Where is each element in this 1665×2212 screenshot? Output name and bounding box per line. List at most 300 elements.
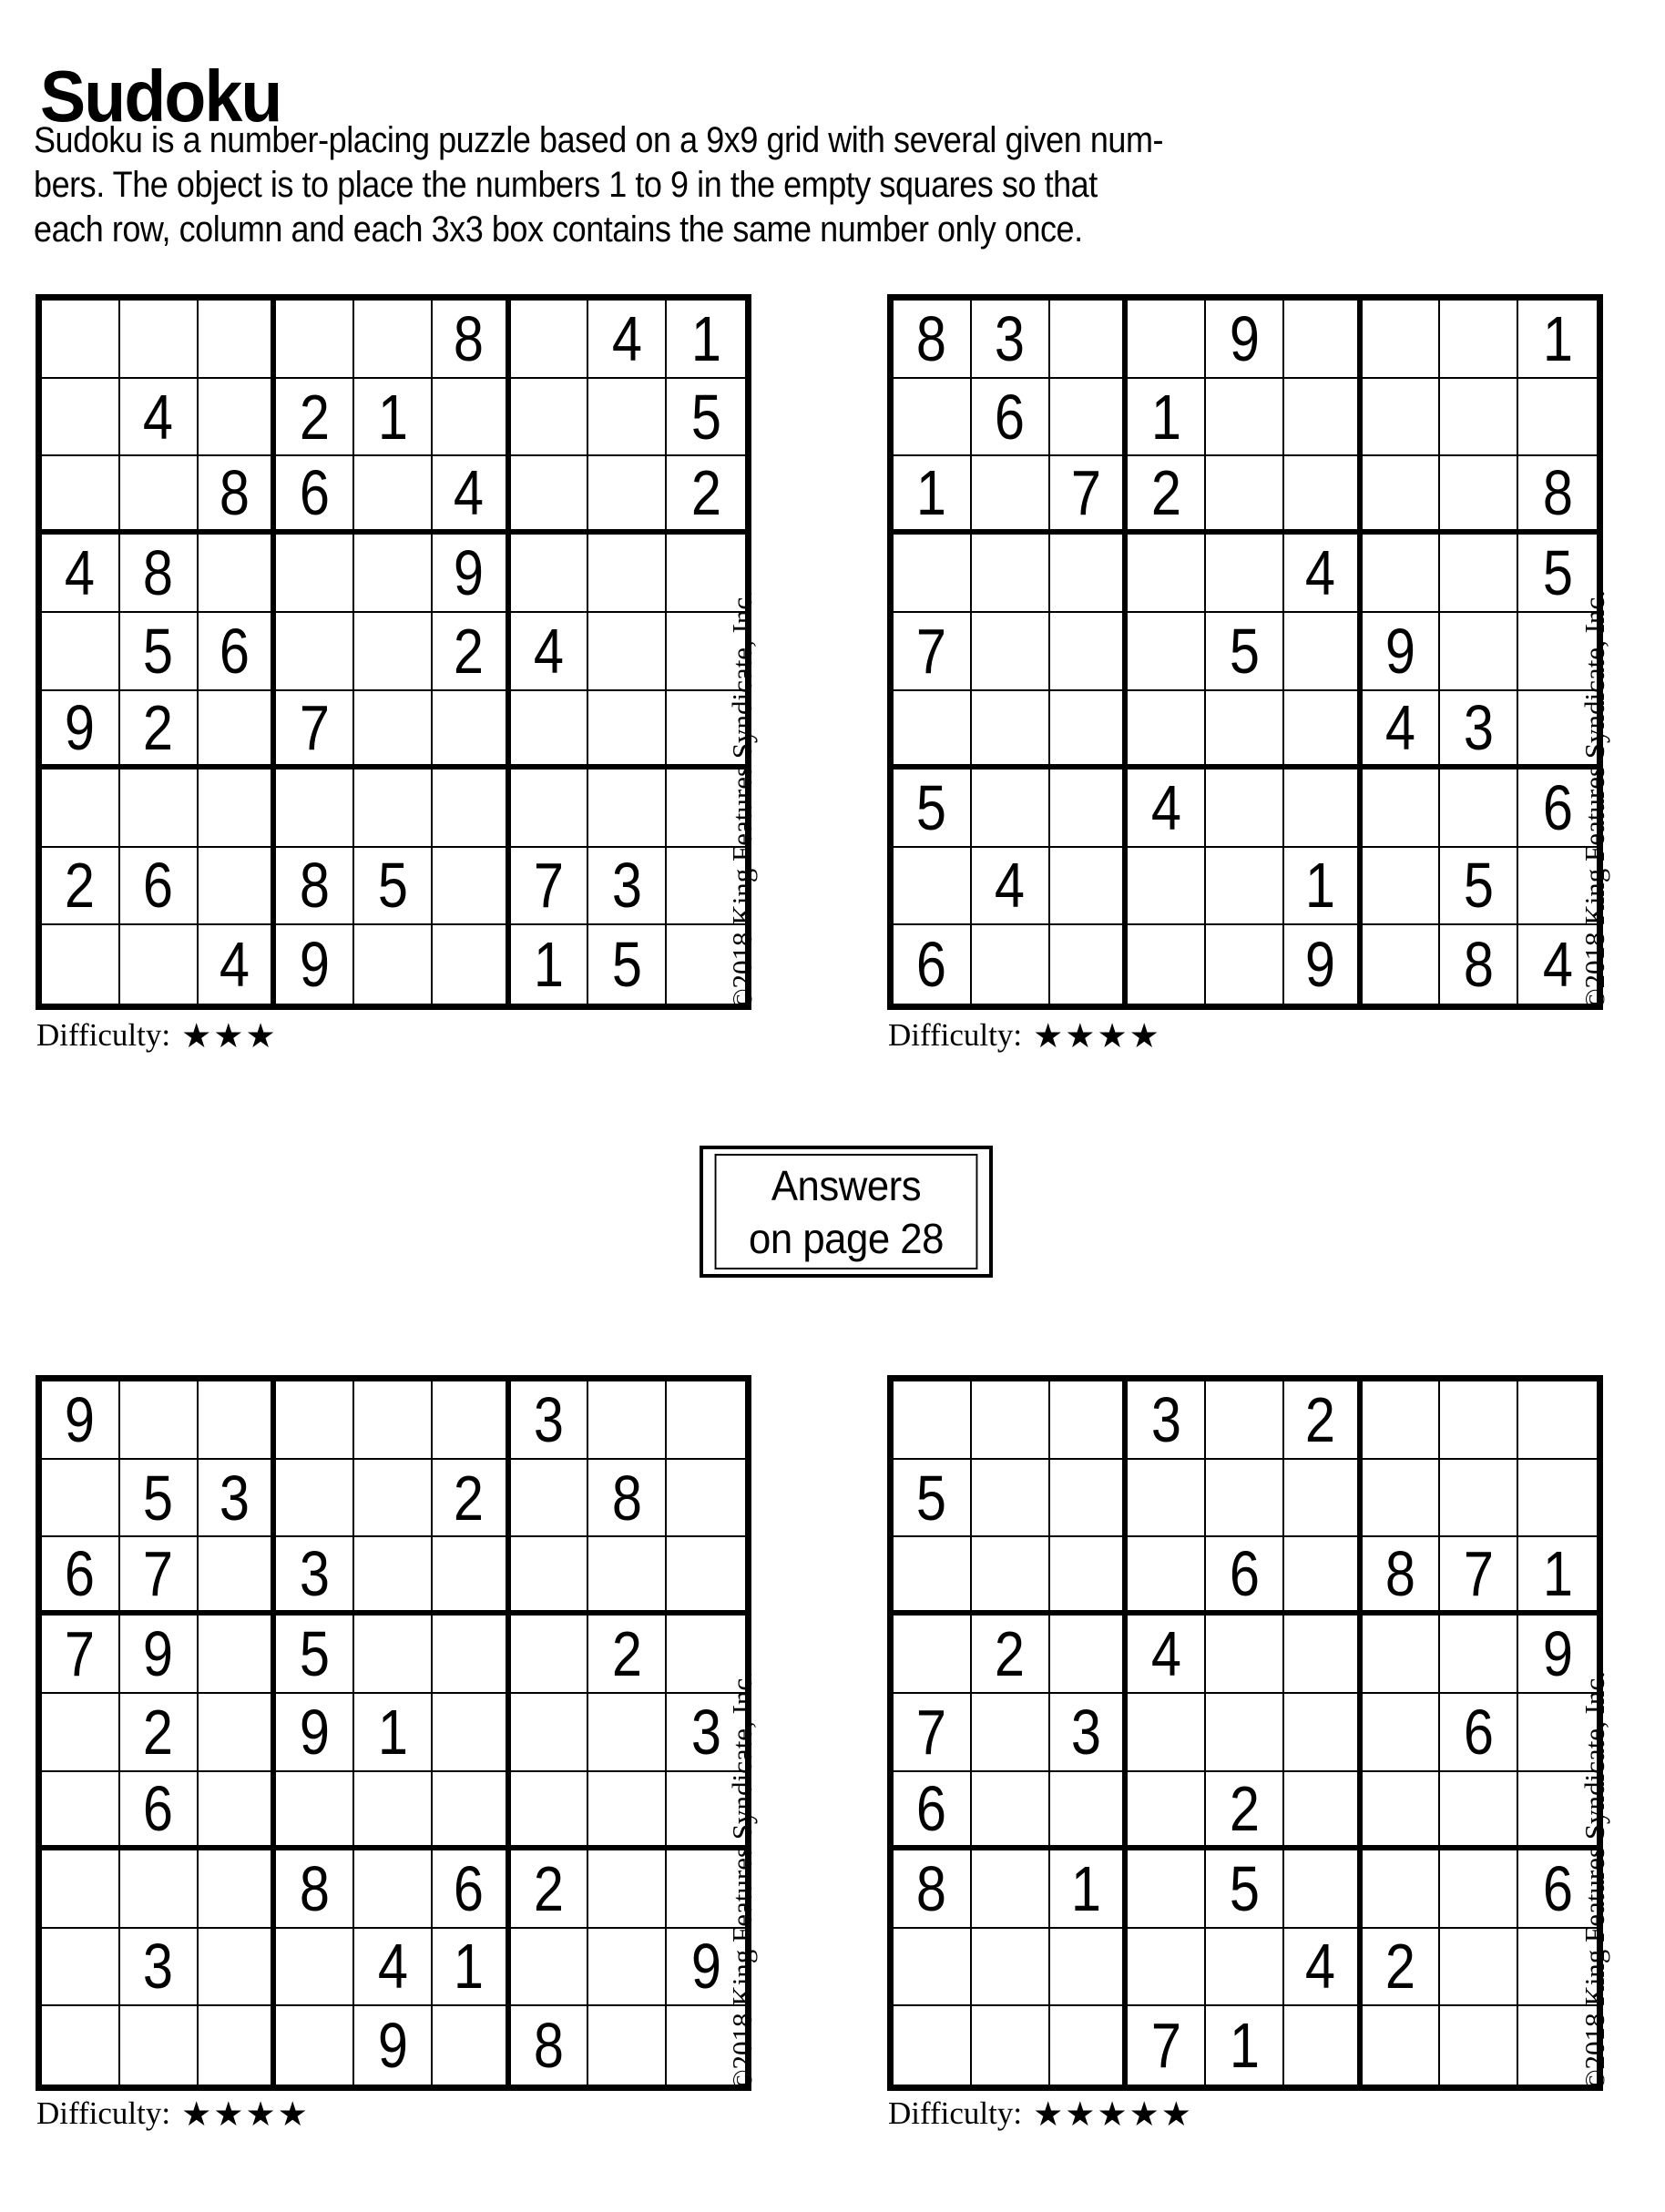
sudoku-cell-r7c5: [1206, 1850, 1284, 1929]
sudoku-cell-r2c4: [276, 379, 354, 457]
sudoku-cell-r7c7: [511, 770, 589, 848]
sudoku-cell-r2c8: [1440, 1460, 1518, 1538]
sudoku-cell-r1c9: [1518, 1381, 1597, 1460]
sudoku-cell-r9c5: [1206, 925, 1284, 1004]
sudoku-cell-r4c5: [1206, 535, 1284, 613]
sudoku-cell-r7c1: [42, 1850, 120, 1929]
given-number: 5: [143, 1462, 174, 1534]
sudoku-cell-r7c5: [1206, 770, 1284, 848]
sudoku-cell-r8c5: [354, 1929, 433, 2007]
sudoku-cell-r1c3: [1050, 1381, 1129, 1460]
sudoku-cell-r6c7: [511, 1772, 589, 1850]
sudoku-cell-r1c5: [1206, 301, 1284, 379]
sudoku-cell-r2c9: [1518, 1460, 1597, 1538]
sudoku-cell-r3c1: [894, 1537, 972, 1616]
given-number: 7: [143, 1538, 174, 1610]
sudoku-cell-r3c3: [1050, 1537, 1129, 1616]
sudoku-cell-r3c5: [354, 1537, 433, 1616]
sudoku-cell-r3c3: [199, 1537, 277, 1616]
given-number: 2: [65, 850, 96, 922]
given-number: 9: [454, 537, 485, 609]
sudoku-cell-r5c6: [433, 613, 511, 691]
sudoku-grid-bottom-left: [36, 1375, 751, 2091]
given-number: 3: [1463, 691, 1494, 763]
given-number: 2: [1305, 1383, 1336, 1455]
sudoku-cell-r5c8: [588, 1694, 667, 1772]
sudoku-cell-r4c5: [354, 1616, 433, 1694]
given-number: 1: [1150, 381, 1181, 453]
sudoku-cell-r5c8: [1440, 613, 1518, 691]
sudoku-cell-r5c6: [1284, 1694, 1363, 1772]
given-number: 4: [65, 537, 96, 609]
sudoku-cell-r3c9: [1518, 456, 1597, 535]
sudoku-cell-r5c3: [199, 613, 277, 691]
given-number: 1: [690, 302, 721, 374]
sudoku-cell-r4c8: [1440, 1616, 1518, 1694]
given-number: 6: [143, 1772, 174, 1844]
sudoku-cell-r3c1: [42, 456, 120, 535]
given-number: 1: [1542, 302, 1573, 374]
sudoku-cell-r3c1: [894, 456, 972, 535]
given-number: 3: [690, 1696, 721, 1768]
sudoku-cell-r7c6: [1284, 770, 1363, 848]
sudoku-cell-r9c7: [511, 2006, 589, 2085]
sudoku-cell-r3c9: [667, 456, 745, 535]
sudoku-cell-r9c6: [433, 2006, 511, 2085]
given-number: 7: [1463, 1538, 1494, 1610]
sudoku-cell-r5c6: [1284, 613, 1363, 691]
sudoku-cell-r9c2: [120, 925, 199, 1004]
sudoku-cell-r6c6: [433, 1772, 511, 1850]
sudoku-cell-r3c4: [1128, 1537, 1206, 1616]
sudoku-cell-r6c1: [42, 1772, 120, 1850]
sudoku-cell-r8c6: [433, 848, 511, 926]
sudoku-cell-r5c3: [1050, 1694, 1129, 1772]
sudoku-cell-r9c8: [1440, 925, 1518, 1004]
sudoku-cell-r1c1: [42, 1381, 120, 1460]
sudoku-cell-r5c2: [120, 1694, 199, 1772]
sudoku-cell-r1c1: [894, 301, 972, 379]
given-number: 1: [1229, 2010, 1260, 2082]
sudoku-cell-r4c8: [1440, 535, 1518, 613]
given-number: 8: [299, 850, 330, 922]
given-number: 9: [1384, 615, 1416, 687]
sudoku-cell-r3c4: [276, 1537, 354, 1616]
given-number: 8: [1542, 457, 1573, 529]
sudoku-cell-r2c3: [199, 1460, 277, 1538]
sudoku-cell-r6c7: [1363, 691, 1441, 770]
given-number: 6: [454, 1852, 485, 1924]
given-number: 8: [533, 2010, 565, 2082]
sudoku-cell-r8c4: [276, 848, 354, 926]
given-number: 9: [65, 1383, 96, 1455]
given-number: 8: [611, 1462, 642, 1534]
given-number: 6: [916, 1772, 947, 1844]
sudoku-cell-r7c2: [972, 770, 1050, 848]
sudoku-cell-r3c9: [1518, 1537, 1597, 1616]
given-number: 8: [916, 1852, 947, 1924]
given-number: 5: [916, 771, 947, 843]
sudoku-cell-r5c1: [42, 613, 120, 691]
sudoku-cell-r1c2: [972, 1381, 1050, 1460]
sudoku-cell-r6c2: [120, 691, 199, 770]
given-number: 8: [1384, 1538, 1416, 1610]
sudoku-cell-r4c6: [1284, 1616, 1363, 1694]
given-number: 4: [1542, 929, 1573, 1001]
sudoku-cell-r8c5: [1206, 848, 1284, 926]
sudoku-cell-r4c4: [1128, 1616, 1206, 1694]
sudoku-cell-r9c8: [1440, 2006, 1518, 2085]
sudoku-cell-r9c6: [1284, 925, 1363, 1004]
sudoku-cell-r4c2: [972, 535, 1050, 613]
given-number: 3: [995, 302, 1026, 374]
given-number: 6: [1229, 1538, 1260, 1610]
sudoku-cell-r4c5: [354, 535, 433, 613]
sudoku-cell-r7c7: [511, 1850, 589, 1929]
sudoku-cell-r8c3: [1050, 848, 1129, 926]
given-number: 3: [1070, 1696, 1101, 1768]
given-number: 1: [377, 381, 408, 453]
sudoku-cell-r9c2: [120, 2006, 199, 2085]
sudoku-cell-r8c8: [1440, 1929, 1518, 2007]
sudoku-cell-r3c2: [972, 1537, 1050, 1616]
sudoku-cell-r3c7: [1363, 1537, 1441, 1616]
sudoku-cell-r4c6: [433, 535, 511, 613]
sudoku-cell-r2c7: [511, 379, 589, 457]
sudoku-cell-r4c8: [588, 1616, 667, 1694]
sudoku-cell-r4c7: [511, 1616, 589, 1694]
sudoku-cell-r1c6: [1284, 1381, 1363, 1460]
given-number: 8: [143, 537, 174, 609]
sudoku-cell-r1c2: [120, 301, 199, 379]
sudoku-cell-r5c4: [1128, 613, 1206, 691]
sudoku-cell-r4c1: [42, 535, 120, 613]
sudoku-cell-r3c7: [511, 1537, 589, 1616]
sudoku-cell-r4c6: [433, 1616, 511, 1694]
answers-line-2: on page 28: [749, 1214, 944, 1262]
sudoku-cell-r9c3: [1050, 925, 1129, 1004]
sudoku-cell-r7c3: [199, 770, 277, 848]
sudoku-cell-r6c8: [1440, 691, 1518, 770]
sudoku-cell-r8c2: [972, 1929, 1050, 2007]
given-number: 2: [1229, 1772, 1260, 1844]
given-number: 4: [1150, 1618, 1181, 1690]
instructions: [34, 118, 1163, 252]
sudoku-cell-r9c2: [972, 925, 1050, 1004]
sudoku-cell-r6c1: [894, 691, 972, 770]
given-number: 4: [219, 929, 250, 1001]
sudoku-cell-r1c8: [588, 1381, 667, 1460]
sudoku-cell-r7c7: [1363, 770, 1441, 848]
given-number: 4: [143, 381, 174, 453]
sudoku-cell-r1c9: [1518, 301, 1597, 379]
given-number: 3: [219, 1462, 250, 1534]
copyright-top-right: ©2018 King Features Syndicate, Inc.: [1578, 590, 1610, 1010]
given-number: 8: [1463, 929, 1494, 1001]
sudoku-cell-r3c6: [1284, 456, 1363, 535]
given-number: 6: [1463, 1696, 1494, 1768]
sudoku-cell-r2c2: [120, 379, 199, 457]
sudoku-cell-r2c9: [1518, 379, 1597, 457]
sudoku-cell-r5c8: [588, 613, 667, 691]
given-number: 2: [454, 615, 485, 687]
sudoku-cell-r3c6: [433, 456, 511, 535]
sudoku-cell-r8c1: [42, 848, 120, 926]
sudoku-cell-r3c3: [199, 456, 277, 535]
given-number: 2: [611, 1618, 642, 1690]
sudoku-cell-r4c1: [894, 535, 972, 613]
sudoku-cell-r7c4: [276, 770, 354, 848]
sudoku-cell-r3c7: [1363, 456, 1441, 535]
given-number: 2: [299, 381, 330, 453]
sudoku-cell-r8c1: [894, 1929, 972, 2007]
given-number: 4: [1150, 771, 1181, 843]
sudoku-cell-r8c4: [276, 1929, 354, 2007]
sudoku-cell-r1c8: [1440, 1381, 1518, 1460]
sudoku-cell-r4c1: [42, 1616, 120, 1694]
sudoku-cell-r3c8: [1440, 456, 1518, 535]
given-number: 2: [143, 1696, 174, 1768]
sudoku-cell-r2c6: [433, 379, 511, 457]
sudoku-cell-r8c3: [1050, 1929, 1129, 2007]
sudoku-cell-r5c2: [972, 613, 1050, 691]
sudoku-cell-r5c1: [894, 1694, 972, 1772]
sudoku-cell-r6c7: [511, 691, 589, 770]
sudoku-cell-r9c5: [1206, 2006, 1284, 2085]
given-number: 1: [377, 1696, 408, 1768]
given-number: 3: [143, 1931, 174, 2003]
sudoku-cell-r6c8: [588, 691, 667, 770]
given-number: 5: [299, 1618, 330, 1690]
sudoku-grid-top-left: [36, 294, 751, 1010]
sudoku-cell-r5c5: [354, 1694, 433, 1772]
given-number: 9: [1542, 1618, 1573, 1690]
sudoku-cell-r3c1: [42, 1537, 120, 1616]
sudoku-cell-r5c4: [276, 1694, 354, 1772]
given-number: 9: [143, 1618, 174, 1690]
given-number: 3: [533, 1383, 565, 1455]
sudoku-cell-r6c6: [1284, 691, 1363, 770]
instructions-line-2: bers. The object is to place the numbers 1 to 9 in the empty squares so that: [34, 165, 1098, 205]
sudoku-cell-r8c2: [120, 1929, 199, 2007]
sudoku-cell-r5c8: [1440, 1694, 1518, 1772]
given-number: 6: [1542, 771, 1573, 843]
sudoku-cell-r2c8: [588, 379, 667, 457]
sudoku-cell-r9c3: [199, 2006, 277, 2085]
sudoku-cell-r5c1: [894, 613, 972, 691]
sudoku-cell-r5c4: [1128, 1694, 1206, 1772]
sudoku-cell-r3c6: [1284, 1537, 1363, 1616]
sudoku-cell-r6c4: [276, 1772, 354, 1850]
given-number: 2: [143, 691, 174, 763]
instructions-line-3: each row, column and each 3x3 box contains the same number only once.: [34, 209, 1083, 250]
sudoku-cell-r9c6: [433, 925, 511, 1004]
sudoku-cell-r3c2: [972, 456, 1050, 535]
sudoku-cell-r5c1: [42, 1694, 120, 1772]
sudoku-cell-r2c3: [199, 379, 277, 457]
sudoku-cell-r5c2: [120, 613, 199, 691]
sudoku-cell-r8c6: [1284, 848, 1363, 926]
sudoku-cell-r1c5: [1206, 1381, 1284, 1460]
sudoku-cell-r1c8: [1440, 301, 1518, 379]
given-number: 9: [1229, 302, 1260, 374]
given-number: 6: [219, 615, 250, 687]
sudoku-cell-r9c3: [1050, 2006, 1129, 2085]
given-number: 4: [611, 302, 642, 374]
sudoku-cell-r6c2: [972, 691, 1050, 770]
sudoku-cell-r4c3: [1050, 1616, 1129, 1694]
sudoku-cell-r3c8: [1440, 1537, 1518, 1616]
difficulty-stars: ★★★★: [1033, 1016, 1161, 1055]
sudoku-cell-r7c6: [433, 770, 511, 848]
sudoku-cell-r6c1: [42, 691, 120, 770]
sudoku-cell-r2c6: [1284, 1460, 1363, 1538]
sudoku-cell-r4c4: [276, 1616, 354, 1694]
given-number: 4: [454, 457, 485, 529]
sudoku-cell-r8c8: [1440, 848, 1518, 926]
sudoku-cell-r6c5: [1206, 691, 1284, 770]
sudoku-cell-r5c7: [1363, 613, 1441, 691]
sudoku-cell-r1c9: [667, 1381, 745, 1460]
difficulty-stars: ★★★★★: [1033, 2095, 1193, 2134]
sudoku-cell-r8c6: [1284, 1929, 1363, 2007]
sudoku-cell-r6c5: [354, 1772, 433, 1850]
difficulty-stars: ★★★★: [181, 2095, 310, 2134]
sudoku-cell-r2c1: [894, 1460, 972, 1538]
sudoku-cell-r9c5: [354, 925, 433, 1004]
sudoku-cell-r6c1: [894, 1772, 972, 1850]
given-number: 5: [916, 1462, 947, 1534]
sudoku-cell-r9c7: [511, 925, 589, 1004]
instructions-line-1: Sudoku is a number-placing puzzle based on a 9x9 grid with several given num-: [34, 120, 1164, 160]
given-number: 4: [1305, 537, 1336, 609]
sudoku-cell-r6c3: [199, 1772, 277, 1850]
given-number: 5: [1542, 537, 1573, 609]
sudoku-cell-r6c3: [1050, 691, 1129, 770]
sudoku-cell-r5c7: [511, 613, 589, 691]
given-number: 6: [299, 457, 330, 529]
sudoku-cell-r2c2: [972, 379, 1050, 457]
sudoku-cell-r7c2: [120, 1850, 199, 1929]
sudoku-cell-r1c6: [433, 301, 511, 379]
sudoku-cell-r9c3: [199, 925, 277, 1004]
sudoku-cell-r8c5: [1206, 1929, 1284, 2007]
sudoku-cell-r5c2: [972, 1694, 1050, 1772]
given-number: 6: [65, 1538, 96, 1610]
page-title: Sudoku: [40, 55, 281, 137]
difficulty-stars: ★★★: [181, 1016, 278, 1055]
given-number: 3: [1150, 1383, 1181, 1455]
given-number: 7: [1070, 457, 1101, 529]
given-number: 6: [1542, 1852, 1573, 1924]
given-number: 5: [1463, 850, 1494, 922]
sudoku-cell-r9c8: [588, 2006, 667, 2085]
sudoku-cell-r2c8: [1440, 379, 1518, 457]
sudoku-cell-r1c4: [1128, 301, 1206, 379]
given-number: 7: [65, 1618, 96, 1690]
sudoku-cell-r7c6: [433, 1850, 511, 1929]
given-number: 6: [916, 929, 947, 1001]
sudoku-cell-r1c7: [1363, 1381, 1441, 1460]
sudoku-cell-r4c7: [1363, 1616, 1441, 1694]
sudoku-cell-r5c7: [1363, 1694, 1441, 1772]
sudoku-cell-r3c6: [433, 1537, 511, 1616]
sudoku-cell-r1c4: [276, 1381, 354, 1460]
sudoku-cell-r2c2: [972, 1460, 1050, 1538]
sudoku-cell-r1c7: [511, 1381, 589, 1460]
given-number: 5: [611, 929, 642, 1001]
sudoku-cell-r3c9: [667, 1537, 745, 1616]
sudoku-cell-r4c2: [120, 1616, 199, 1694]
sudoku-cell-r9c6: [1284, 2006, 1363, 2085]
sudoku-cell-r4c8: [588, 535, 667, 613]
sudoku-cell-r8c2: [120, 848, 199, 926]
sudoku-cell-r4c3: [1050, 535, 1129, 613]
given-number: 1: [1070, 1852, 1101, 1924]
sudoku-cell-r9c1: [894, 2006, 972, 2085]
sudoku-cell-r6c3: [1050, 1772, 1129, 1850]
difficulty-label: Difficulty:: [888, 2095, 1023, 2131]
sudoku-cell-r9c7: [1363, 925, 1441, 1004]
sudoku-cell-r1c8: [588, 301, 667, 379]
sudoku-cell-r2c6: [433, 1460, 511, 1538]
sudoku-cell-r3c2: [120, 456, 199, 535]
sudoku-cell-r7c7: [1363, 1850, 1441, 1929]
sudoku-cell-r7c8: [1440, 770, 1518, 848]
difficulty-top-right: [888, 1017, 1161, 1055]
difficulty-label: Difficulty:: [36, 1017, 171, 1053]
sudoku-cell-r5c4: [276, 613, 354, 691]
difficulty-label: Difficulty:: [888, 1017, 1023, 1053]
sudoku-cell-r7c5: [354, 770, 433, 848]
sudoku-cell-r6c8: [1440, 1772, 1518, 1850]
sudoku-cell-r9c4: [276, 925, 354, 1004]
given-number: 1: [533, 929, 565, 1001]
given-number: 8: [454, 302, 485, 374]
sudoku-cell-r3c4: [276, 456, 354, 535]
given-number: 4: [995, 850, 1026, 922]
sudoku-cell-r6c7: [1363, 1772, 1441, 1850]
sudoku-cell-r8c7: [511, 1929, 589, 2007]
sudoku-cell-r2c1: [894, 379, 972, 457]
given-number: 7: [533, 850, 565, 922]
sudoku-cell-r2c9: [667, 1460, 745, 1538]
sudoku-cell-r1c1: [894, 1381, 972, 1460]
sudoku-cell-r2c5: [354, 379, 433, 457]
sudoku-cell-r1c7: [511, 301, 589, 379]
sudoku-cell-r7c1: [894, 1850, 972, 1929]
given-number: 2: [690, 457, 721, 529]
sudoku-cell-r1c4: [276, 301, 354, 379]
sudoku-cell-r2c6: [1284, 379, 1363, 457]
given-number: 8: [916, 302, 947, 374]
sudoku-cell-r4c1: [894, 1616, 972, 1694]
sudoku-cell-r7c8: [588, 1850, 667, 1929]
sudoku-cell-r7c2: [972, 1850, 1050, 1929]
sudoku-cell-r5c7: [511, 1694, 589, 1772]
sudoku-cell-r6c4: [276, 691, 354, 770]
sudoku-cell-r4c7: [1363, 535, 1441, 613]
sudoku-cell-r1c4: [1128, 1381, 1206, 1460]
answers-box-inner: [715, 1154, 978, 1269]
given-number: 2: [1150, 457, 1181, 529]
sudoku-cell-r9c5: [354, 2006, 433, 2085]
given-number: 9: [65, 691, 96, 763]
sudoku-cell-r9c7: [1363, 2006, 1441, 2085]
given-number: 2: [995, 1618, 1026, 1690]
sudoku-cell-r8c1: [42, 1929, 120, 2007]
sudoku-cell-r3c2: [120, 1537, 199, 1616]
